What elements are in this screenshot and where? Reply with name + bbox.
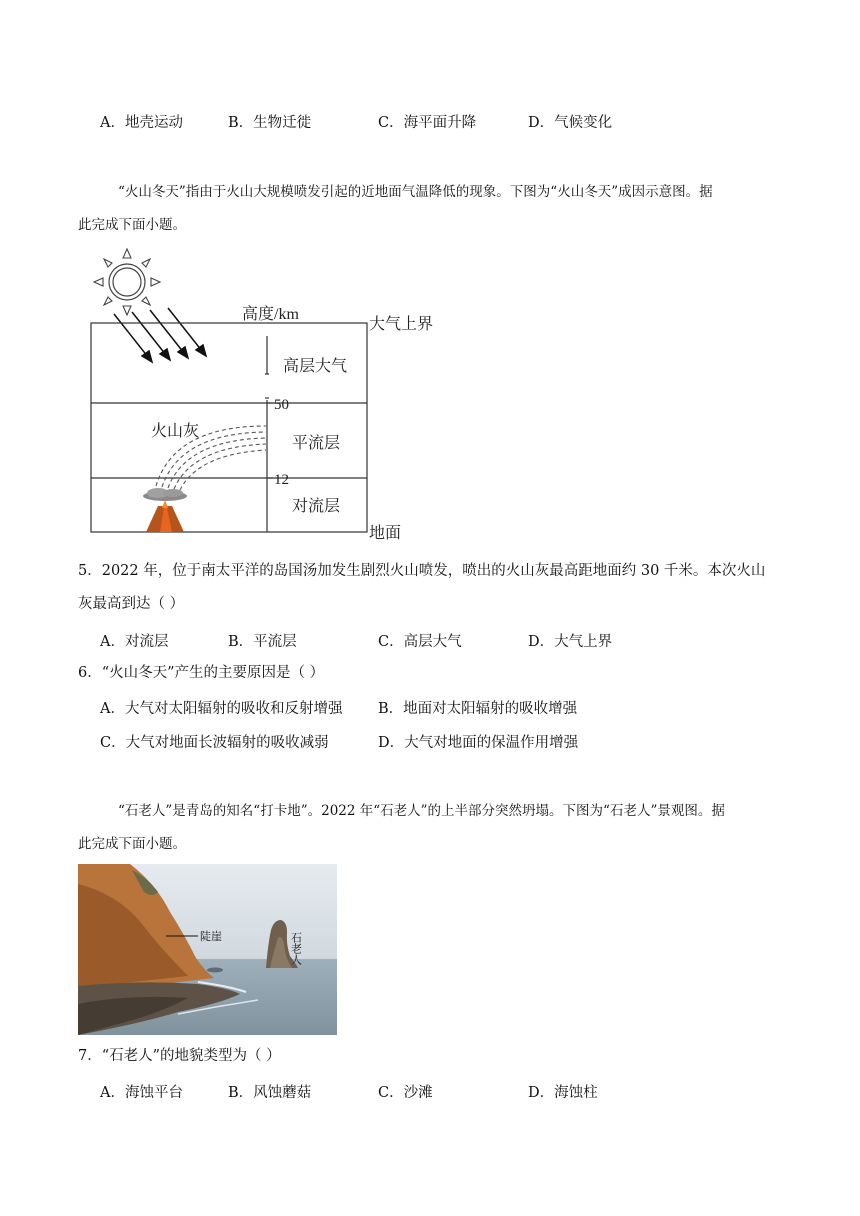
q5-option-b: B．平流层 — [228, 634, 297, 650]
height-axis-label: 高度/km — [242, 306, 299, 323]
q5-option-a: A．对流层 — [100, 634, 169, 650]
sunlight-arrows — [114, 308, 206, 362]
top-boundary-label: 大气上界 — [369, 316, 434, 333]
cliff-label: 陡崖 — [200, 930, 222, 943]
stratosphere-label: 平流层 — [292, 435, 341, 452]
volcanic-ash-label: 火山灰 — [151, 423, 200, 440]
q4-option-d: D．气候变化 — [528, 115, 613, 131]
upper-atmosphere-label: 高层大气 — [283, 358, 348, 375]
shilaoren-photo — [78, 864, 337, 1035]
q5-option-c: C．高层大气 — [378, 634, 462, 650]
tick-12-label: 12 — [274, 472, 289, 488]
q7-option-b: B．风蚀蘑菇 — [228, 1085, 312, 1101]
q4-option-c: C．海平面升降 — [378, 115, 477, 131]
rock-label: 石老人 — [289, 932, 303, 965]
intro2-line2: 此完成下面小题。 — [78, 836, 186, 852]
q7-stem: 7．“石老人”的地貌类型为（ ） — [78, 1048, 281, 1064]
q4-option-a: A．地壳运动 — [100, 115, 183, 131]
troposphere-label: 对流层 — [292, 498, 341, 515]
ground-label: 地面 — [369, 525, 402, 542]
volcanic-winter-diagram — [78, 246, 458, 546]
q6-option-d: D．大气对地面的保温作用增强 — [378, 735, 579, 751]
intro2-line1: “石老人”是青岛的知名“打卡地”。2022 年“石老人”的上半部分突然坍塌。下图为“石老人”景观图。据 — [118, 803, 725, 819]
tick-50-label: 50 — [274, 397, 289, 413]
q6-option-c: C．大气对地面长波辐射的吸收减弱 — [100, 735, 329, 751]
intro1-line1: “火山冬天”指由于火山大规模喷发引起的近地面气温降低的现象。下图为“火山冬天”成因示意图。据 — [118, 184, 713, 200]
intro1-line2: 此完成下面小题。 — [78, 217, 186, 233]
volcano-icon — [146, 500, 184, 532]
q5-option-d: D．大气上界 — [528, 634, 613, 650]
sun-icon — [94, 249, 160, 315]
q6-stem: 6．“火山冬天”产生的主要原因是（ ） — [78, 665, 325, 681]
q5-stem-line2: 灰最高到达（ ） — [78, 596, 185, 612]
q7-option-d: D．海蚀柱 — [528, 1085, 598, 1101]
q7-option-a: A．海蚀平台 — [100, 1085, 183, 1101]
q6-option-b: B．地面对太阳辐射的吸收增强 — [378, 701, 578, 717]
q7-option-c: C．沙滩 — [378, 1085, 433, 1101]
q6-option-a: A．大气对太阳辐射的吸收和反射增强 — [100, 701, 343, 717]
q4-option-b: B．生物迁徙 — [228, 115, 312, 131]
q5-stem-line1: 5．2022 年，位于南太平洋的岛国汤加发生剧烈火山喷发，喷出的火山灰最高距地面约 30 千米。本次火山 — [78, 563, 766, 579]
